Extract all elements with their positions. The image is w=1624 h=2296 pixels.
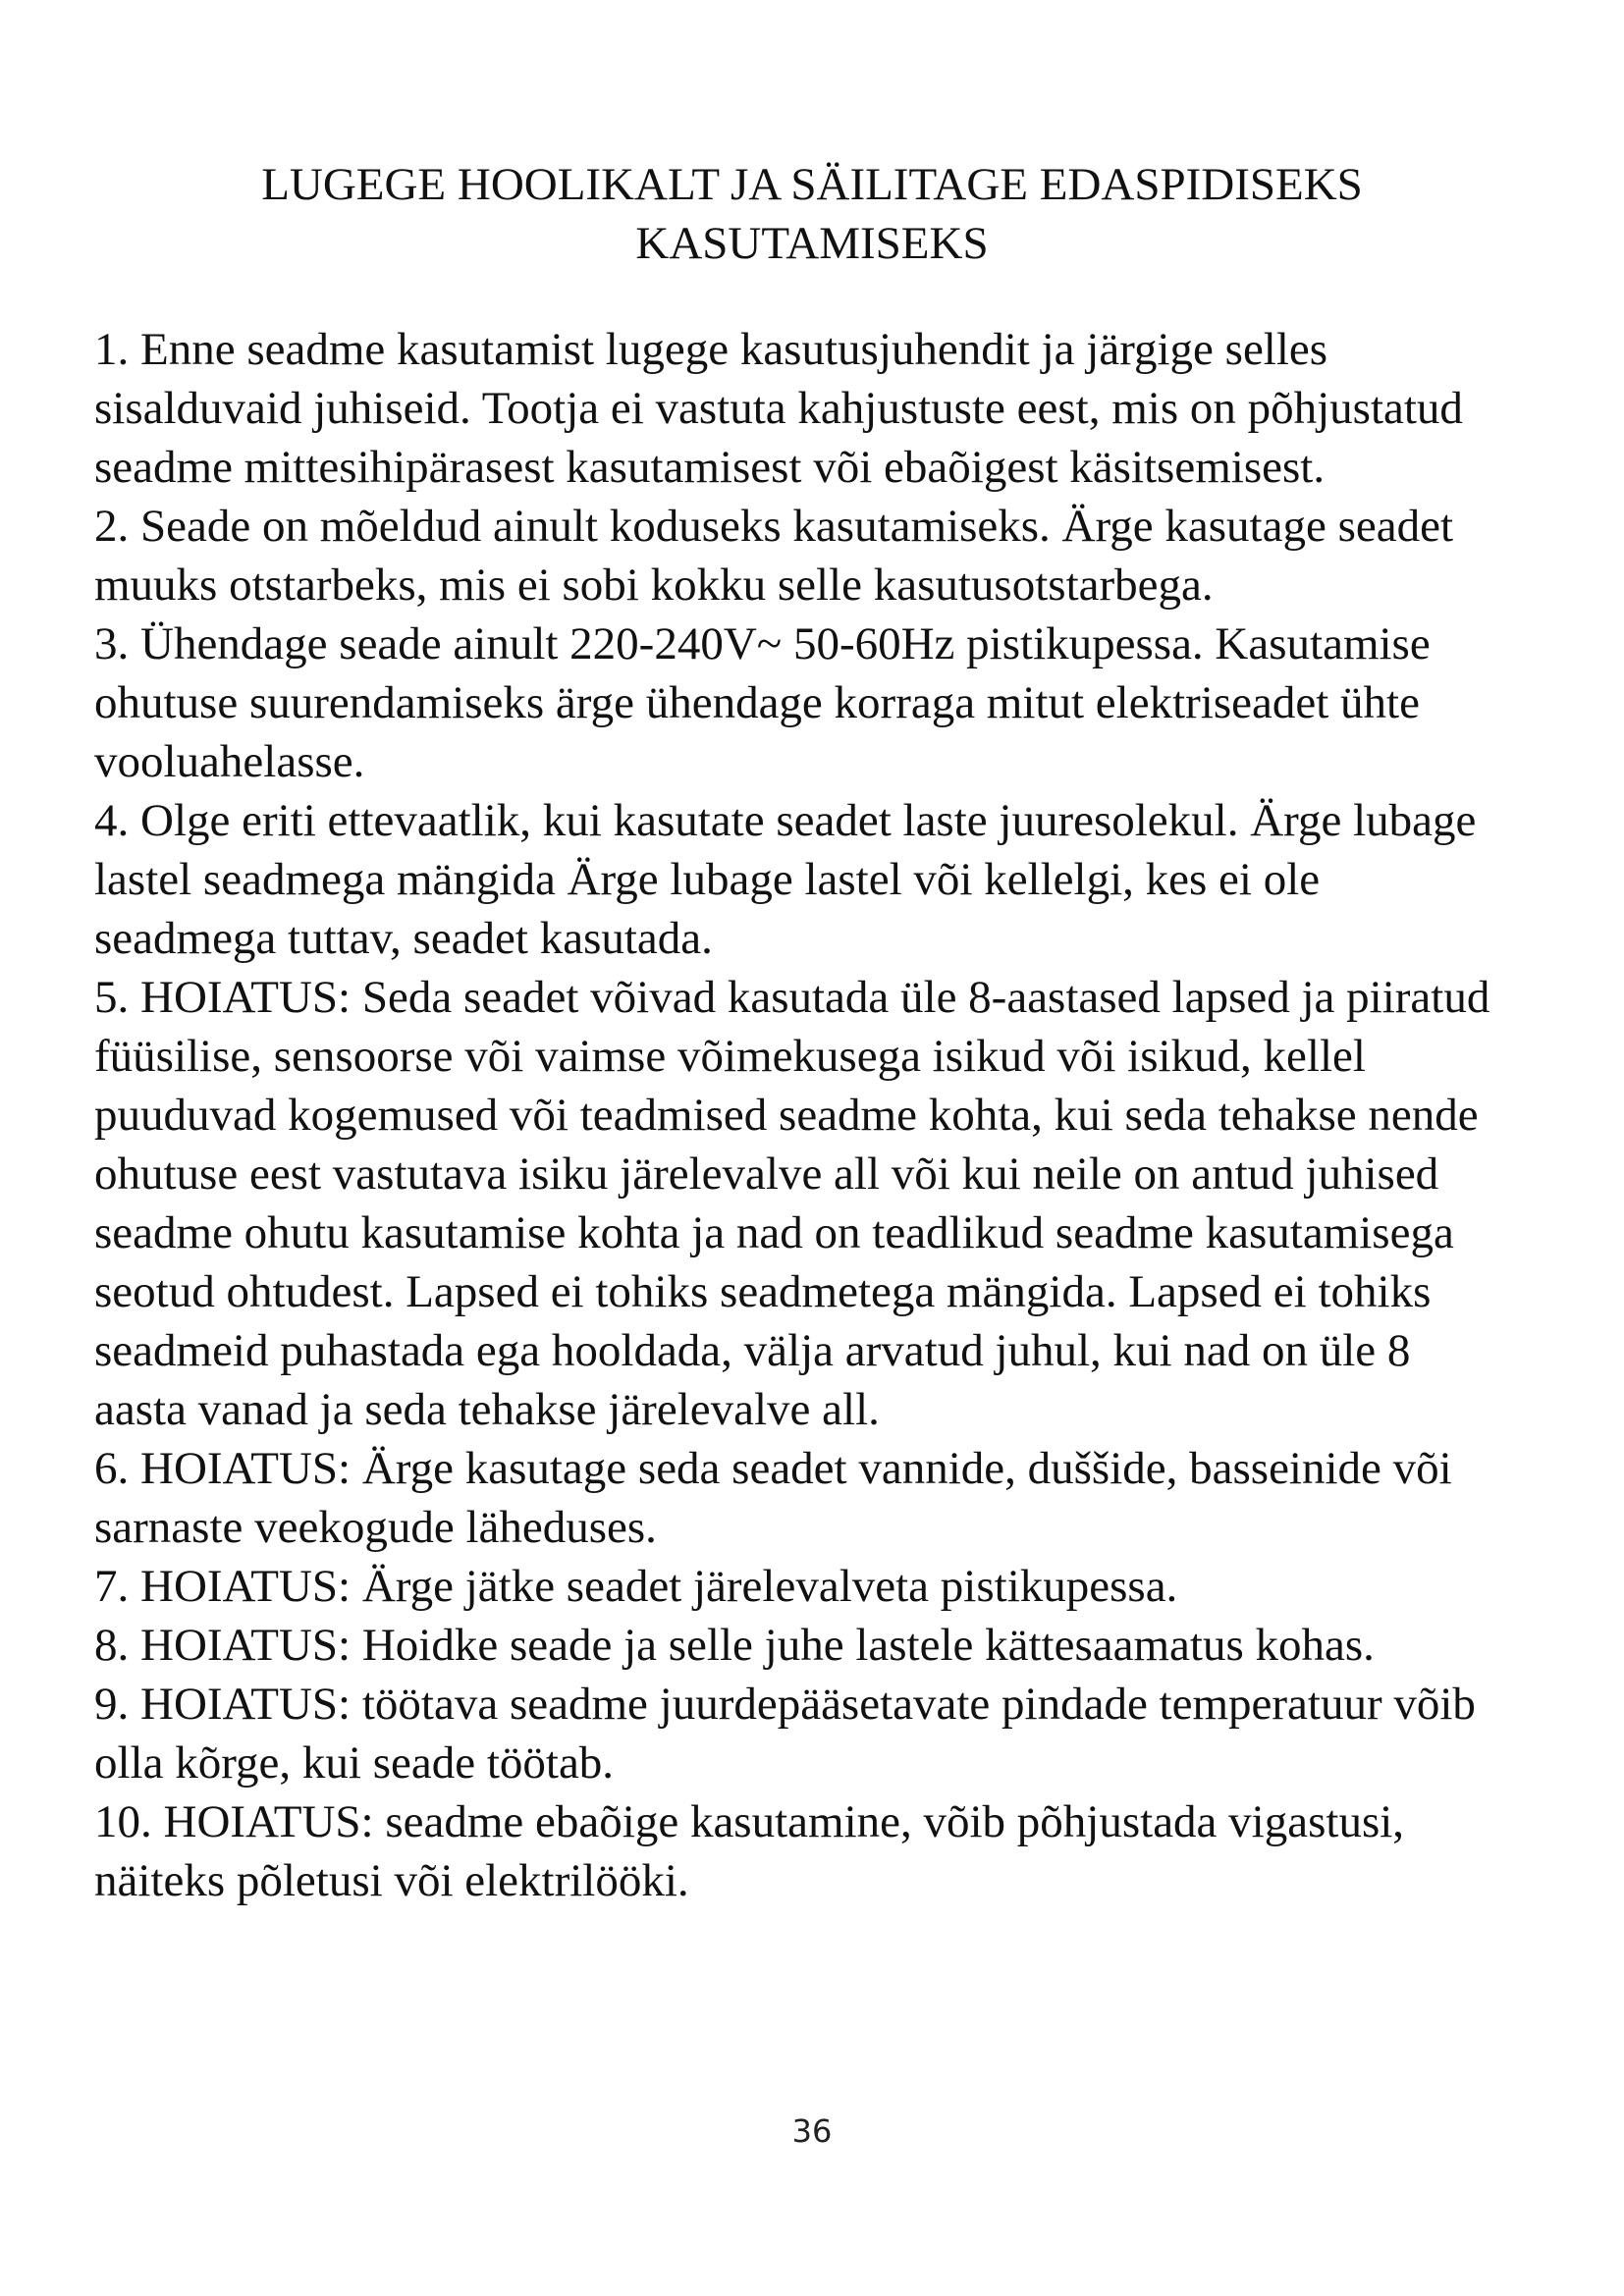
instruction-item-6: 6. HOIATUS: Ärge kasutage seda seadet vannide, duššide, basseinide või sarnaste veekogude läheduses. <box>94 1443 1452 1553</box>
page-heading <box>94 155 1530 273</box>
instruction-item-4: 4. Olge eriti ettevaatlik, kui kasutate seadet laste juuresolekul. Ärge lubage lastel seadmega mängida Ärge lubage lastel või kellelgi, kes ei ole seadmega tuttav, seadet kasutada. <box>94 795 1477 964</box>
instruction-item-10: 10. HOIATUS: seadme ebaõige kasutamine, võib põhjustada vigastusi, näiteks põletusi või elektrilööki. <box>94 1796 1405 1906</box>
instruction-item-3: 3. Ühendage seade ainult 220-240V~ 50-60Hz pistikupessa. Kasutamise ohutuse suurendamiseks ärge ühendage korraga mitut elektriseadet ühte vooluahelasse. <box>94 618 1431 787</box>
instruction-item-8: 8. HOIATUS: Hoidke seade ja selle juhe lastele kättesaamatus kohas. <box>94 1620 1375 1671</box>
heading-line-1: LUGEGE HOOLIKALT JA SÄILITAGE EDASPIDISEKS <box>261 159 1363 210</box>
instruction-item-2: 2. Seade on mõeldud ainult koduseks kasutamiseks. Ärge kasutage seadet muuks otstarbeks, mis ei sobi kokku selle kasutusotstarbega. <box>94 501 1454 611</box>
instruction-item-5: 5. HOIATUS: Seda seadet võivad kasutada üle 8-aastased lapsed ja piiratud füüsilise, sensoorse või vaimse võimekusega isikud või isikud, kellel puuduvad kogemused või teadmised seadme kohta, kui seda tehakse nende ohutuse eest vastutava isiku järelevalve all või kui neile on antud juhised seadme ohutu kasutamise kohta ja nad on teadlikud seadme kasutamisega seotud ohtudest. Lapsed ei tohiks seadmetega mängida. Lapsed ei tohiks seadmeid puhastada ega hooldada, välja arvatud juhul, kui nad on üle 8 aasta vanad ja seda tehakse järelevalve all. <box>94 972 1490 1435</box>
safety-instructions-list <box>94 320 1508 1910</box>
instruction-item-7: 7. HOIATUS: Ärge jätke seadet järelevalveta pistikupessa. <box>94 1561 1178 1612</box>
instruction-item-9: 9. HOIATUS: töötava seadme juurdepääsetavate pindade temperatuur võib olla kõrge, kui seade töötab. <box>94 1679 1476 1789</box>
instruction-item-1: 1. Enne seadme kasutamist lugege kasutusjuhendit ja järgige selles sisalduvaid juhiseid. Tootja ei vastuta kahjustuste eest, mis on põhjustatud seadme mittesihipärasest kasutamisest või ebaõigest käsitsemisest. <box>94 324 1463 493</box>
page-number: 36 <box>791 2112 833 2150</box>
heading-line-2: KASUTAMISEKS <box>635 218 989 269</box>
